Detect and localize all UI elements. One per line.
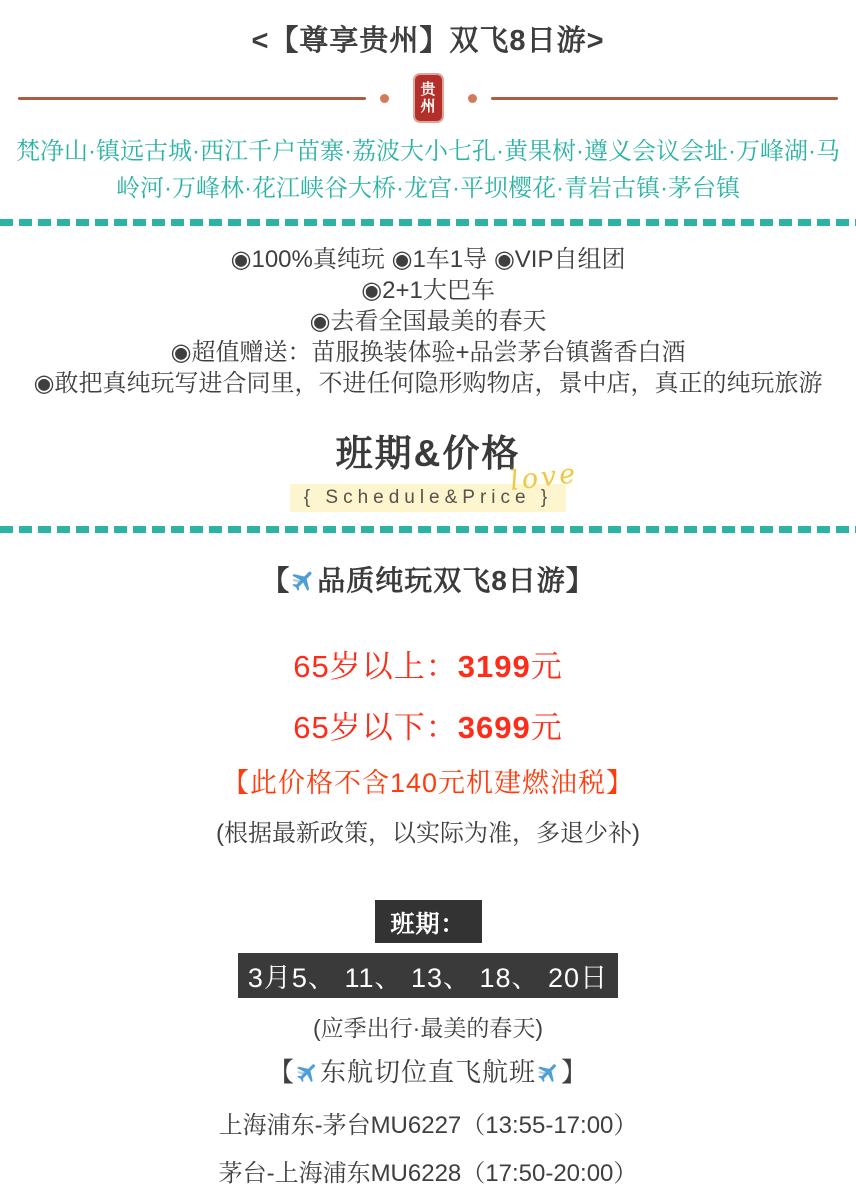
price-value: 3699 xyxy=(457,710,531,745)
price-label: 65岁以下： xyxy=(293,710,458,745)
product-title xyxy=(0,559,856,601)
close-bracket: 】 xyxy=(561,1057,589,1087)
flight-header xyxy=(0,1052,856,1092)
love-script-decoration: love xyxy=(508,457,580,498)
price-label: 65岁以上： xyxy=(293,649,458,684)
dashed-divider-middle xyxy=(0,526,856,533)
airplane-icon xyxy=(536,1060,561,1092)
divider-line-right xyxy=(491,97,839,100)
section-subtitle: { Schedule&Price } xyxy=(290,484,566,512)
open-bracket: 【 xyxy=(267,1057,295,1087)
product-name: 品质纯玩双飞8日游 xyxy=(317,565,566,596)
departure-dates-badge: 3月5、 11、 13、 18、 20日 xyxy=(238,953,618,998)
ornamental-divider xyxy=(0,71,856,125)
price-line-regular xyxy=(0,702,856,747)
flight-return: 茅台-上海浦东MU6228（17:50-20:00） xyxy=(218,1160,638,1187)
feature-line: ◉敢把真纯玩写进合同里，不进任何隐形购物店，景中店，真正的纯玩旅游 xyxy=(33,370,823,397)
price-unit: 元 xyxy=(530,649,563,684)
schedule-label-badge: 班期： xyxy=(375,900,482,943)
seal-char-2: 州 xyxy=(420,98,436,115)
close-bracket: 】 xyxy=(565,565,595,596)
feature-list xyxy=(0,244,856,399)
page-title: <【尊享贵州】双飞8日游> xyxy=(251,25,605,57)
feature-line: ◉超值赠送：苗服换装体验+品尝茅台镇酱香白酒 xyxy=(170,339,686,366)
airplane-icon xyxy=(290,567,317,601)
dates-row xyxy=(0,953,856,998)
tax-exclusion-note: 【此价格不含140元机建燃油税】 xyxy=(221,768,635,798)
price-unit: 元 xyxy=(530,710,563,745)
destination-list: 梵净山·镇远古城·西江千户苗寨·荔波大小七孔·黄果树·遵义会议会址·万峰湖·马岭河·万峰林·花江峡谷大桥·龙宫·平坝樱花·青岩古镇·茅台镇 xyxy=(16,138,840,202)
price-block xyxy=(0,641,856,747)
divider-line-left xyxy=(18,97,366,100)
price-value: 3199 xyxy=(457,649,531,684)
season-note: (应季出行·最美的春天) xyxy=(313,1015,543,1041)
dashed-divider-top xyxy=(0,219,856,226)
divider-dot-right xyxy=(468,94,477,103)
feature-line: ◉100%真纯玩 ◉1车1导 ◉VIP自组团 xyxy=(230,246,626,273)
policy-note: (根据最新政策，以实际为准，多退少补) xyxy=(216,820,640,847)
flight-header-text: 东航切位直飞航班 xyxy=(319,1057,536,1087)
open-bracket: 【 xyxy=(261,565,291,596)
guizhou-seal-icon xyxy=(413,73,444,123)
price-line-senior xyxy=(0,641,856,686)
flight-outbound: 上海浦东-茅台MU6227（13:55-17:00） xyxy=(218,1112,638,1139)
schedule-price-subtitle-wrap xyxy=(0,484,856,512)
schedule-block xyxy=(0,900,856,1188)
feature-line: ◉去看全国最美的春天 xyxy=(309,308,547,335)
seal-char-1: 贵 xyxy=(420,81,436,98)
divider-dot-left xyxy=(380,94,389,103)
airplane-icon xyxy=(295,1060,320,1092)
schedule-price-heading xyxy=(335,423,580,498)
feature-line: ◉2+1大巴车 xyxy=(361,277,495,304)
section-title: 班期&价格 xyxy=(335,433,521,474)
